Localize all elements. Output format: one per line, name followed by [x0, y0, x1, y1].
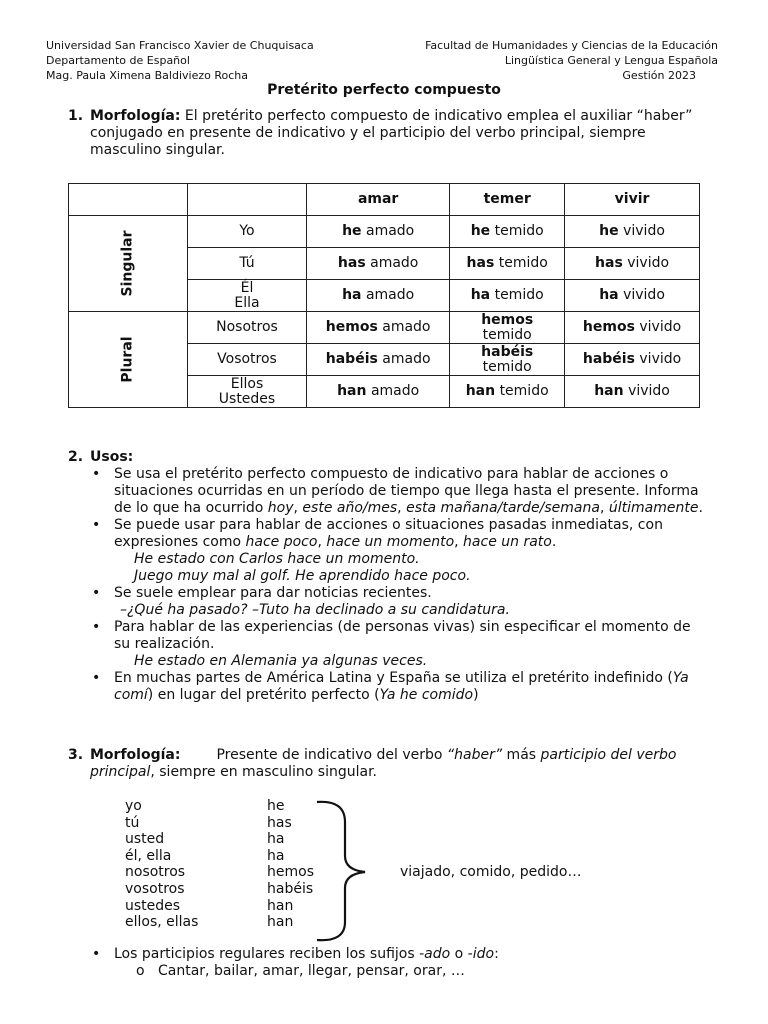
- amar-cell: ha amado: [307, 280, 450, 312]
- amar-cell: he amado: [307, 216, 450, 248]
- section-3-label: Morfología:: [90, 747, 181, 763]
- amar-cell: habéis amado: [307, 344, 450, 376]
- person-cell: Él Ella: [188, 280, 307, 312]
- list-item: usted ha: [125, 831, 285, 848]
- sub-bullet: o: [136, 963, 145, 979]
- header-faculty: Facultad de Humanidades y Ciencias de la Educación: [425, 39, 718, 52]
- temer-cell: han temido: [450, 376, 565, 408]
- vivir-cell: han vivido: [565, 376, 700, 408]
- table-corner-cell: [69, 184, 188, 216]
- example-news: –¿Qué ha pasado? –Tuto ha declinado a su candidatura.: [120, 602, 510, 618]
- header-vivir: vivir: [565, 184, 700, 216]
- conjugation-table: [68, 183, 700, 408]
- temer-cell: habéis temido: [450, 344, 565, 376]
- group-singular: Singular: [69, 216, 188, 312]
- temer-cell: he temido: [450, 216, 565, 248]
- section-2-number: 2.: [68, 449, 84, 465]
- vivir-cell: he vivido: [565, 216, 700, 248]
- vivir-cell: habéis vivido: [565, 344, 700, 376]
- header-teacher: Mag. Paula Ximena Baldiviezo Rocha: [46, 69, 248, 82]
- section-3: 3. Morfología: Presente de indicativo del verbo “haber” más participio del verbo principal, siempre en masculino singular.: [68, 747, 677, 780]
- person-cell: Tú: [188, 248, 307, 280]
- section-1-number: 1.: [68, 108, 84, 124]
- header-right: [425, 38, 718, 83]
- header-university: Universidad San Francisco Xavier de Chuquisaca: [46, 39, 314, 52]
- list-item: • En muchas partes de América Latina y España se utiliza el pretérito indefinido (Ya comí) en lugar del pretérito perfecto (Ya he comido): [90, 670, 708, 704]
- haber-conjugation-list: [125, 798, 314, 931]
- curly-brace: [315, 798, 375, 944]
- header-year: Gestión 2023: [622, 69, 696, 82]
- section-1-text: El pretérito perfecto compuesto de indicativo emplea el auxiliar “haber” conjugado en presente de indicativo y el participio del verbo principal, siempre masculino singular.: [90, 108, 693, 158]
- section-2: [68, 449, 708, 704]
- header-subject: Lingüística General y Lengua Española: [504, 54, 718, 67]
- person-cell: Ellos Ustedes: [188, 376, 307, 408]
- header-amar: amar: [307, 184, 450, 216]
- vivir-cell: has vivido: [565, 248, 700, 280]
- vivir-cell: hemos vivido: [565, 312, 700, 344]
- person-cell: Nosotros: [188, 312, 307, 344]
- section-1-label: Morfología:: [90, 108, 181, 124]
- vivir-cell: ha vivido: [565, 280, 700, 312]
- table-header-row: [69, 184, 700, 216]
- section-1: [68, 108, 708, 159]
- regular-participles-note: • Los participios regulares reciben los sufijos -ado o -ido: o Cantar, bailar, amar, llegar, pensar, orar, …: [92, 946, 499, 979]
- temer-cell: ha temido: [450, 280, 565, 312]
- temer-cell: hemos temido: [450, 312, 565, 344]
- group-plural: Plural: [69, 312, 188, 408]
- list-item: ustedes han: [125, 897, 294, 914]
- amar-cell: han amado: [307, 376, 450, 408]
- usage-list: [90, 466, 708, 704]
- table-person-header: [188, 184, 307, 216]
- person-cell: Yo: [188, 216, 307, 248]
- list-item: yo he: [125, 798, 285, 814]
- list-item: vosotros habéis: [125, 880, 314, 897]
- header-department: Departamento de Español: [46, 54, 190, 67]
- section-2-label: Usos:: [90, 449, 134, 465]
- list-item: nosotros hemos: [125, 864, 314, 881]
- amar-cell: has amado: [307, 248, 450, 280]
- header-left: [46, 38, 314, 83]
- participle-examples: viajado, comido, pedido…: [400, 864, 582, 880]
- header-temer: temer: [450, 184, 565, 216]
- list-item: • Se usa el pretérito perfecto compuesto de indicativo para hablar de acciones o situaciones ocurridas en un período de tiempo que llega hasta el presente. Informa de lo que ha ocurrido hoy, este año/mes, esta mañana/tarde/semana, últimamente.: [90, 466, 708, 517]
- list-item: • Para hablar de las experiencias (de personas vivas) sin especificar el momento de su realización. He estado en Alemania ya algunas veces.: [90, 619, 708, 670]
- example-2: Juego muy mal al golf. He aprendido hace poco.: [134, 568, 471, 584]
- regular-verbs-list: Cantar, bailar, amar, llegar, pensar, orar, …: [158, 963, 465, 979]
- example-experience: He estado en Alemania ya algunas veces.: [134, 653, 428, 669]
- table-row: [69, 312, 700, 344]
- list-item: él, ella ha: [125, 847, 285, 864]
- list-item: • Se suele emplear para dar noticias recientes. –¿Qué ha pasado? –Tuto ha declinado a su candidatura.: [90, 585, 708, 619]
- amar-cell: hemos amado: [307, 312, 450, 344]
- list-item: tú has: [125, 814, 292, 831]
- table-row: [69, 216, 700, 248]
- person-cell: Vosotros: [188, 344, 307, 376]
- example-1: He estado con Carlos hace un momento.: [134, 551, 420, 567]
- section-3-number: 3.: [68, 747, 84, 763]
- page-title: Pretérito perfecto compuesto: [267, 82, 501, 98]
- temer-cell: has temido: [450, 248, 565, 280]
- list-item: • Se puede usar para hablar de acciones o situaciones pasadas inmediatas, con expresiones como hace poco, hace un momento, hace un rato. He estado con Carlos hace un momento. Juego muy mal al golf. He aprendido hace poco.: [90, 517, 708, 585]
- list-item: ellos, ellas han: [125, 914, 294, 931]
